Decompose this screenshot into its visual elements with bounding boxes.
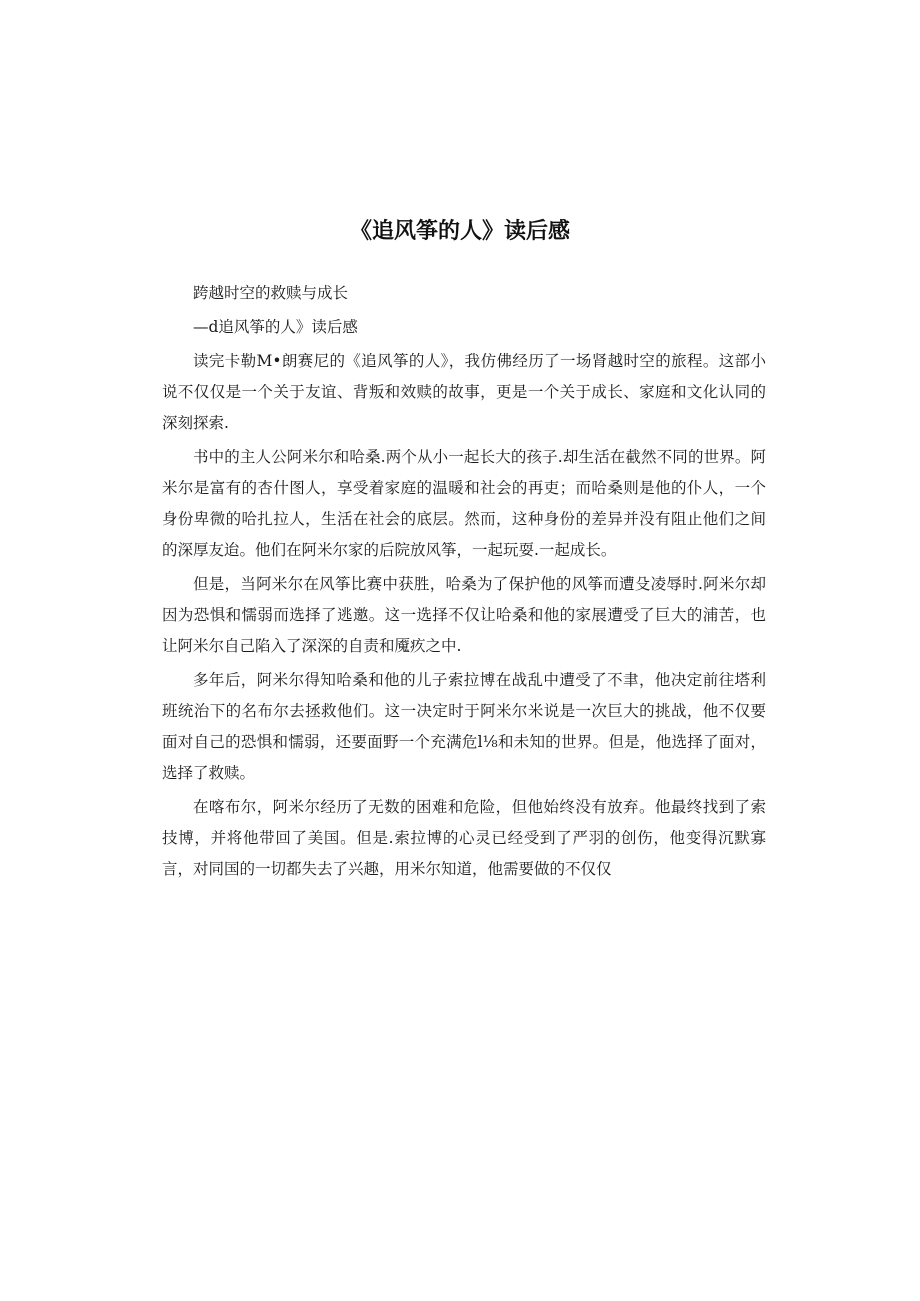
document-title: 《追风筝的人》读后感 xyxy=(349,219,570,244)
paragraph-betrayal: 但是，当阿米尔在风筝比赛中获胜，哈桑为了保护他的风筝而遭殳凌辱时.阿米尔却因为恐惧和懦弱而选择了逃邀。这一选择不仅让哈桑和他的家展遭受了巨大的浦苦，也让阿米尔自己陷入了深深的自责和魇疚之中. xyxy=(162,575,766,655)
document-subtitle: 跨越时空的救赎与成长 xyxy=(193,284,349,302)
paragraph-intro: 读完卡勒M•朗赛尼的《追风筝的人》，我仿佛经历了一场肾越时空的旅程。这部小说不仅仅是一个关于友谊、背叛和效赎的故事，更是一个关于成长、家庭和文化认同的深刻探索. xyxy=(162,352,766,432)
paragraph-kabul: 在喀布尔，阿米尔经历了无数的困难和危险，但他始终没有放弃。他最终找到了索技博，并将他带回了美国。但是.索拉博的心灵已经受到了严羽的创伤，他变得沉默寡言，对同国的一切都失去了兴趣，用米尔知道，他需要做的不仅仅 xyxy=(162,798,766,878)
paragraph-characters: 书中的主人公阿米尔和哈桑.两个从小一起长大的孩子.却生活在截然不同的世界。阿米尔是富有的杏什图人，享受着家庭的温暖和社会的再吏；而哈桑则是他的仆人，一个身份卑微的哈扎拉人，生活在社会的底层。然而，这种身份的差异并没有阻止他们之间的深厚友迨。他们在阿米尔家的后院放风筝，一起玩耍.一起成长。 xyxy=(162,448,766,559)
document-subtitle-secondary: —d追风筝的人》读后感 xyxy=(193,318,358,336)
document-body xyxy=(162,278,766,888)
paragraph-redemption: 多年后，阿米尔得知哈桑和他的儿子索拉博在战乱中遭受了不聿，他决定前往塔利班统治下的名布尔去拯救他们。这一决定时于阿米尔米说是一次巨大的挑战，他不仅要面对自己的恐惧和懦弱，还要面野一个充满危l⅛和未知的世界。但是，他选择了面对，选择了救赎。 xyxy=(162,671,766,782)
